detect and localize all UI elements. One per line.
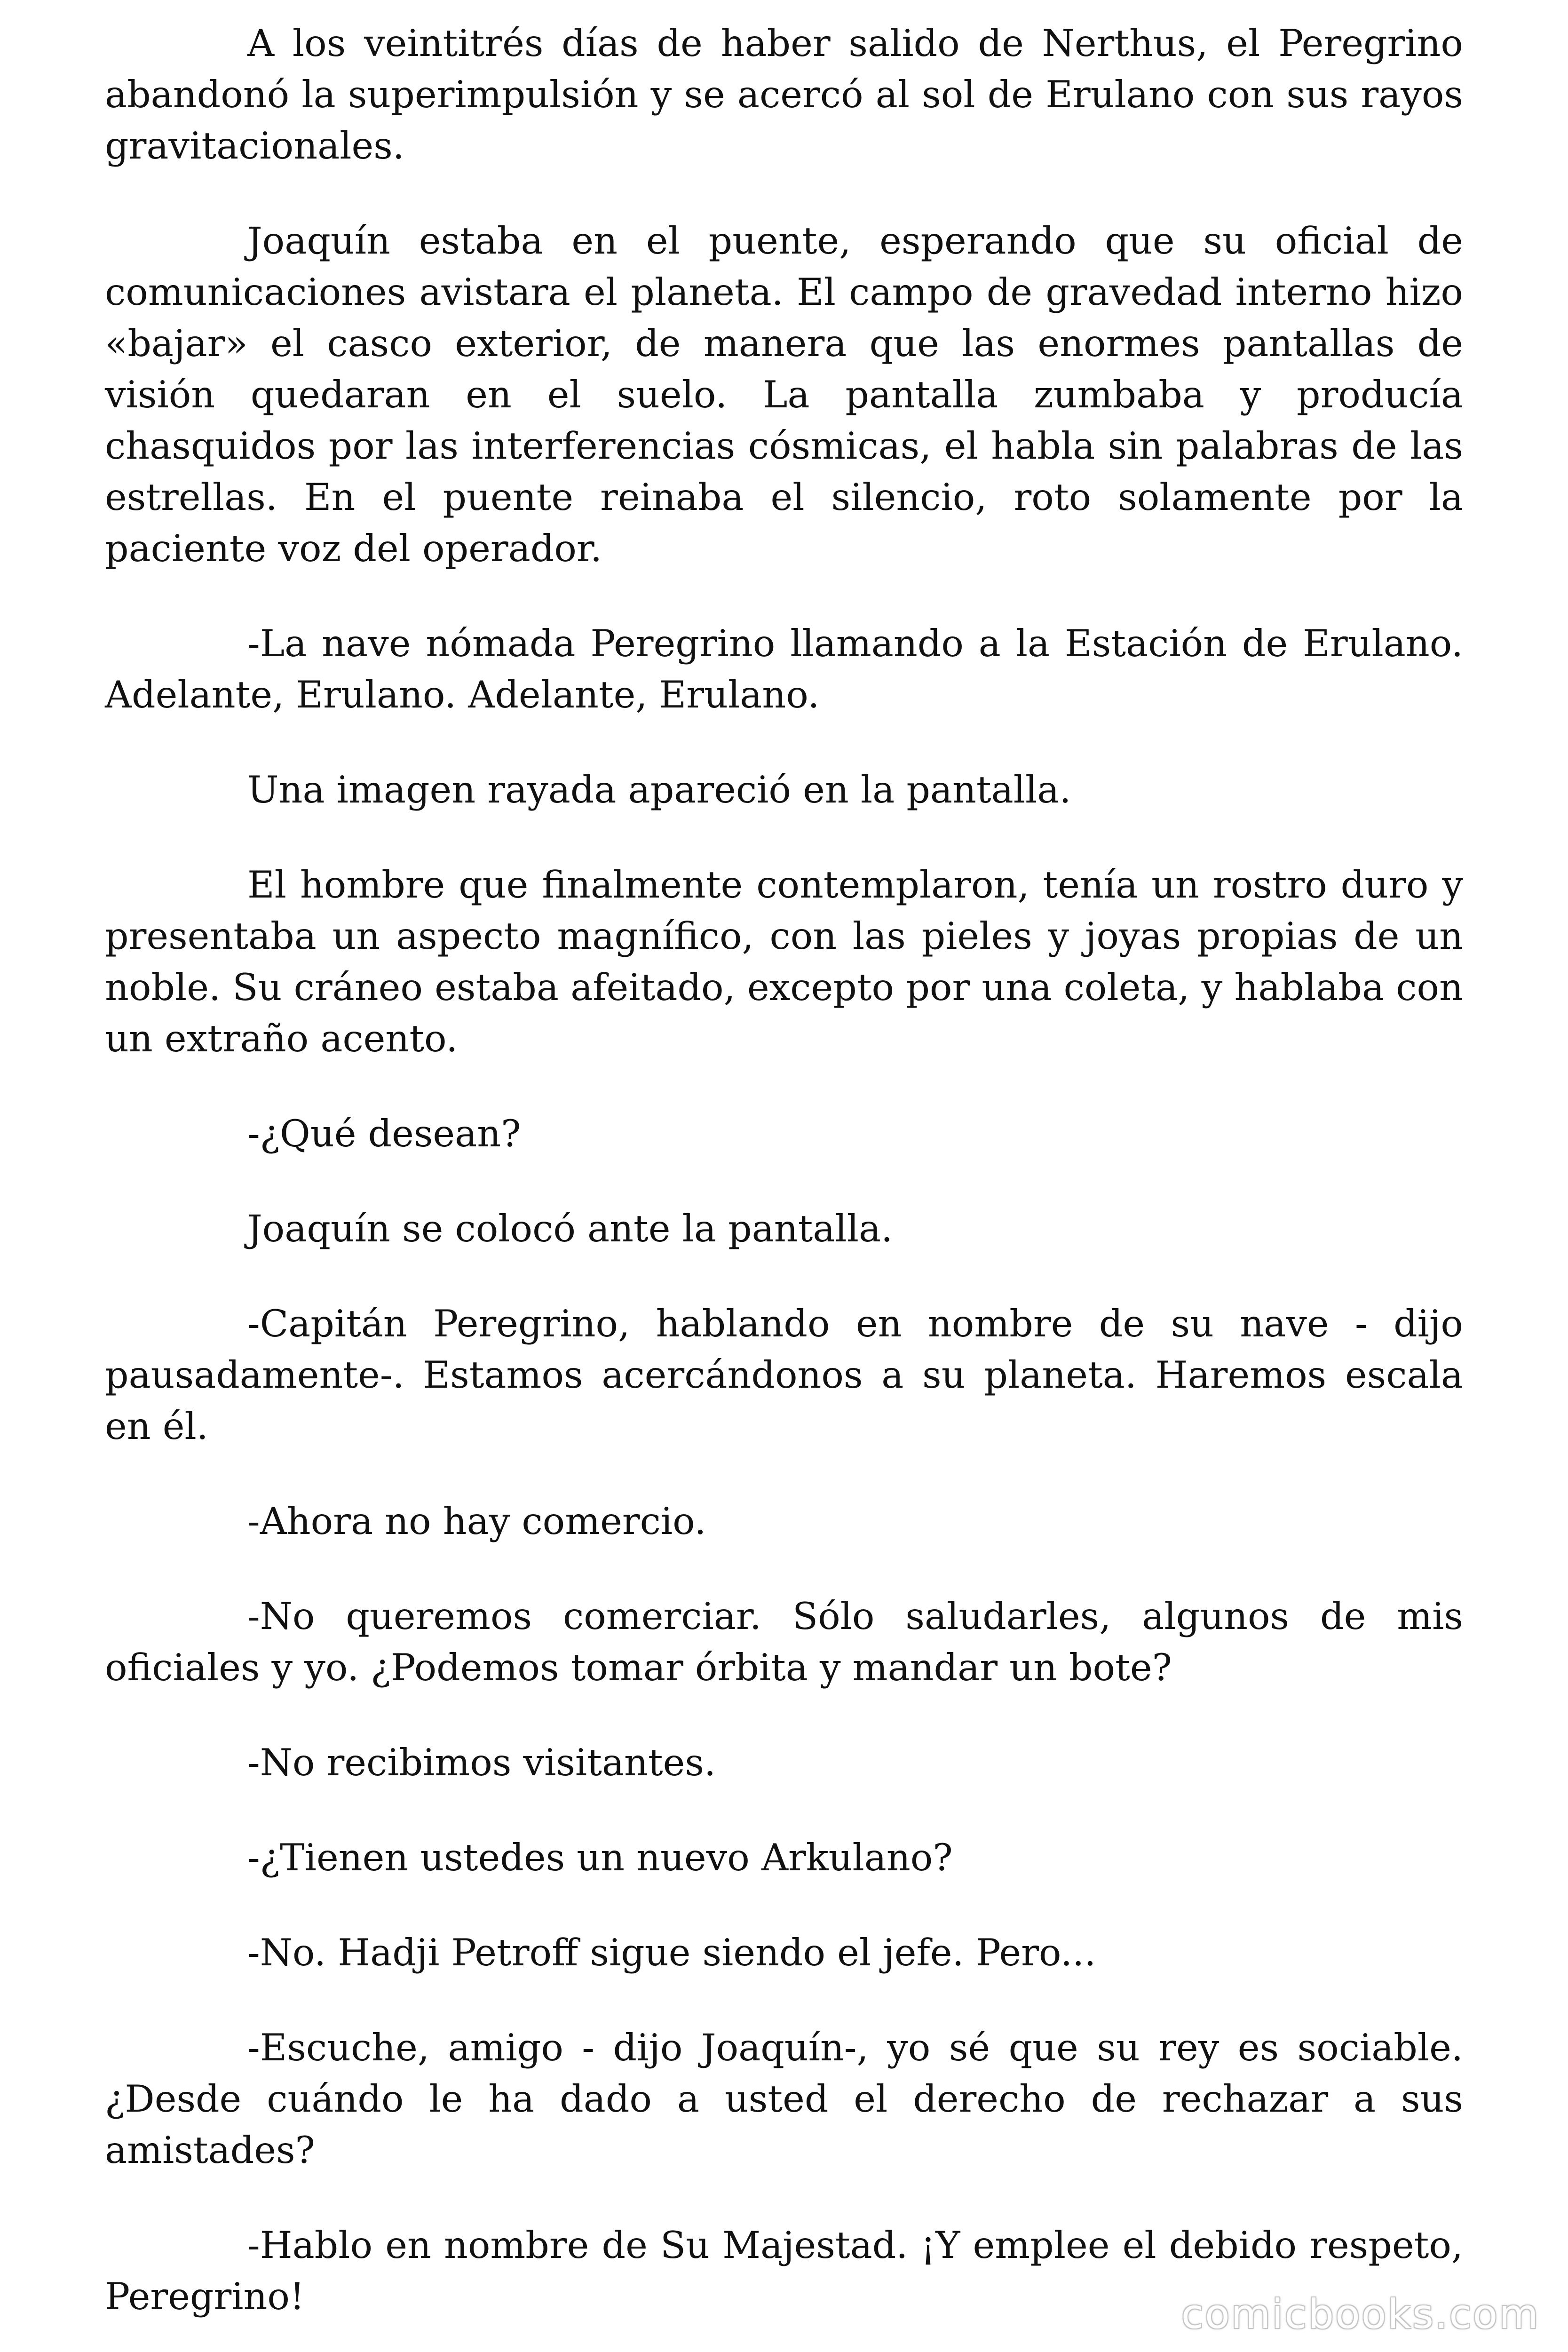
paragraph-6: -¿Qué desean? [247, 1112, 521, 1155]
paragraph-11: -No recibimos visitantes. [247, 1741, 716, 1784]
paragraph-12: -¿Tienen ustedes un nuevo Arkulano? [247, 1836, 953, 1879]
paragraph-4: Una imagen rayada apareció en la pantalla. [247, 768, 1071, 811]
paragraph-3: -La nave nómada Peregrino llamando a la Estación de Erulano. Adelante, Erulano. Adelante, Erulano. [105, 622, 1463, 716]
paragraph-10: -No queremos comerciar. Sólo saludarles, algunos de mis oficiales y yo. ¿Podemos tomar órbita y mandar un bote? [105, 1595, 1463, 1689]
paragraph-7: Joaquín se colocó ante la pantalla. [247, 1207, 893, 1250]
paragraph-1: A los veintitrés días de haber salido de Nerthus, el Peregrino abandonó la superimpulsión y se acercó al sol de Erulano con sus rayos gravitacionales. [105, 22, 1463, 167]
paragraph-9: -Ahora no hay comercio. [247, 1500, 706, 1543]
paragraph-15: -Hablo en nombre de Su Majestad. ¡Y emplee el debido respeto, Peregrino! [105, 2224, 1463, 2318]
paragraph-13: -No. Hadji Petroff sigue siendo el jefe. Pero... [247, 1931, 1096, 1974]
paragraph-2: Joaquín estaba en el puente, esperando que su oficial de comunicaciones avistara el planeta. El campo de gravedad interno hizo «bajar» el casco exterior, de manera que las enormes pantallas de visión quedaran en el suelo. La pantalla zumbaba y producía chasquidos por las interferencias cósmicas, el habla sin palabras de las estrellas. En el puente reinaba el silencio, roto solamente por la paciente voz del operador. [105, 219, 1463, 570]
book-page [105, 18, 1463, 2352]
paragraph-14: -Escuche, amigo - dijo Joaquín-, yo sé que su rey es sociable. ¿Desde cuándo le ha dado a usted el derecho de rechazar a sus amistades? [105, 2026, 1463, 2172]
paragraph-8: -Capitán Peregrino, hablando en nombre de su nave - dijo pausadamente-. Estamos acercándonos a su planeta. Haremos escala en él. [105, 1302, 1463, 1448]
paragraph-5: El hombre que finalmente contemplaron, tenía un rostro duro y presentaba un aspecto magnífico, con las pieles y joyas propias de un noble. Su cráneo estaba afeitado, excepto por una coleta, y hablaba con un extraño acento. [105, 863, 1463, 1060]
watermark-logo: comicbooks.com [1181, 2291, 1540, 2338]
